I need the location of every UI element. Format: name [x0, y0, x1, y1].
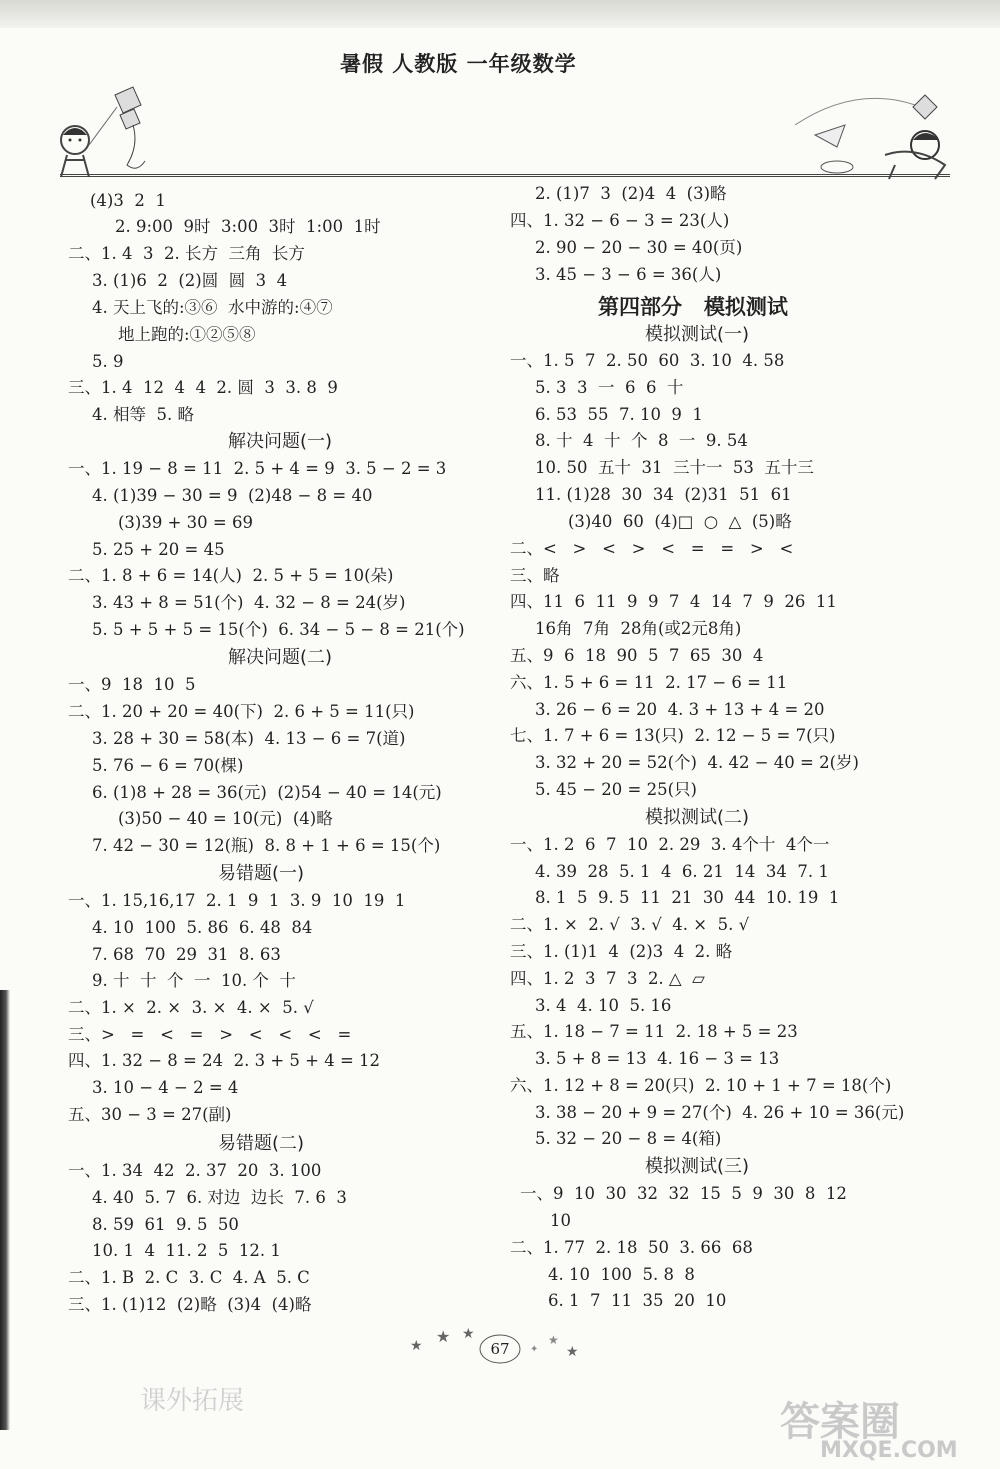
binding-edge: [0, 990, 10, 1430]
answer-line: 三、1. (1)1 4 (2)3 4 2. 略: [510, 942, 733, 961]
section-heading: 模拟测试(一): [645, 324, 750, 345]
answer-line: 8. 1 5 9. 5 11 21 30 44 10. 19 1: [535, 888, 840, 907]
answer-line: 一、1. 5 7 2. 50 60 3. 10 4. 58: [510, 351, 785, 370]
answer-line: 三、> = < = > < < < =: [68, 1025, 352, 1044]
answer-line: 4. 天上飞的:③⑥ 水中游的:④⑦: [92, 298, 333, 317]
answer-line: 5. 45 − 20 = 25(只): [535, 780, 697, 799]
answer-line: 三、略: [510, 566, 560, 585]
answer-line: 4. 40 5. 7 6. 对边 边长 7. 6 3: [92, 1188, 347, 1207]
answer-line: 3. 28 + 30 = 58(本) 4. 13 − 6 = 7(道): [92, 729, 406, 748]
page-number: 67: [490, 1340, 510, 1358]
answer-line: 二、1. 4 3 2. 长方 三角 长方: [68, 244, 305, 263]
answer-line: 二、1. B 2. C 3. C 4. A 5. C: [68, 1268, 310, 1287]
answer-line: 4. 10 100 5. 8 8: [548, 1265, 695, 1284]
answer-line: 3. 45 − 3 − 6 = 36(人): [535, 265, 722, 284]
svg-text:★: ★: [548, 1333, 559, 1347]
svg-text:✦: ✦: [530, 1344, 539, 1355]
answer-line: 3. 32 + 20 = 52(个) 4. 42 − 40 = 2(岁): [535, 753, 859, 772]
answer-line: 3. (1)6 2 (2)圆 圆 3 4: [92, 271, 288, 290]
answer-line: 8. 十 4 十 个 8 一 9. 54: [535, 431, 748, 450]
answer-line: 5. 25 + 20 = 45: [92, 540, 225, 559]
section-heading: 模拟测试(三): [645, 1156, 750, 1177]
pinwheel-horse-illustration: [795, 85, 975, 180]
answer-line: 5. 5 + 5 + 5 = 15(个) 6. 34 − 5 − 8 = 21(个): [92, 620, 465, 639]
answer-line: 七、1. 7 + 6 = 13(只) 2. 12 − 5 = 7(只): [510, 726, 836, 745]
answer-line: 9. 十 十 个 一 10. 个 十: [92, 971, 296, 990]
answer-line: 二、1. × 2. √ 3. √ 4. × 5. √: [510, 915, 750, 934]
answer-line: 5. 76 − 6 = 70(棵): [92, 756, 244, 775]
svg-text:★: ★: [462, 1326, 475, 1342]
svg-text:★: ★: [566, 1344, 579, 1360]
answer-line: 2. (1)7 3 (2)4 4 (3)略: [535, 184, 727, 203]
answer-line: 16角 7角 28角(或2元8角): [535, 619, 742, 638]
svg-text:★: ★: [410, 1338, 423, 1354]
header-rule: [60, 174, 950, 180]
answer-line: 二、1. 20 + 20 = 40(下) 2. 6 + 5 = 11(只): [68, 702, 415, 721]
answer-line: 3. 10 − 4 − 2 = 4: [92, 1078, 239, 1097]
answer-line: 10. 1 4 11. 2 5 12. 1: [92, 1241, 281, 1260]
answer-line: 3. 5 + 8 = 13 4. 16 − 3 = 13: [535, 1049, 780, 1068]
answer-line: 2. 90 − 20 − 30 = 40(页): [535, 238, 743, 257]
answer-line: 10: [550, 1211, 571, 1230]
answer-line: 6. 1 7 11 35 20 10: [548, 1291, 727, 1310]
answer-line: 四、1. 32 − 6 − 3 = 23(人): [510, 211, 730, 230]
answer-line: 一、1. 34 42 2. 37 20 3. 100: [68, 1161, 322, 1180]
answer-line: 4. (1)39 − 30 = 9 (2)48 − 8 = 40: [92, 486, 373, 505]
answer-line: 六、1. 5 + 6 = 11 2. 17 − 6 = 11: [510, 673, 788, 692]
kids-kite-illustration: [45, 85, 185, 180]
part-heading: 第四部分 模拟测试: [598, 295, 788, 319]
answer-line: 二、1. 8 + 6 = 14(人) 2. 5 + 5 = 10(朵): [68, 566, 394, 585]
header-title: 暑假 人教版 一年级数学: [340, 52, 577, 76]
answer-line: 一、1. 19 − 8 = 11 2. 5 + 4 = 9 3. 5 − 2 = 3: [68, 459, 447, 478]
answer-line: 6. (1)8 + 28 = 36(元) (2)54 − 40 = 14(元): [92, 783, 442, 802]
answer-line: 二、1. 77 2. 18 50 3. 66 68: [510, 1238, 753, 1257]
answer-line: 3. 26 − 6 = 20 4. 3 + 13 + 4 = 20: [535, 700, 825, 719]
answer-line: 3. 38 − 20 + 9 = 27(个) 4. 26 + 10 = 36(元): [535, 1103, 905, 1122]
answer-line: 3. 43 + 8 = 51(个) 4. 32 − 8 = 24(岁): [92, 593, 406, 612]
answer-line: (3)39 + 30 = 69: [118, 513, 253, 532]
answer-line: 三、1. (1)12 (2)略 (3)4 (4)略: [68, 1295, 312, 1314]
answer-line: 六、1. 12 + 8 = 20(只) 2. 10 + 1 + 7 = 18(个): [510, 1076, 892, 1095]
answer-line: 7. 42 − 30 = 12(瓶) 8. 8 + 1 + 6 = 15(个): [92, 836, 441, 855]
answer-line: (3)40 60 (4)□ ○ △ (5)略: [568, 512, 792, 531]
watermark-logo: 答案圈: [780, 1399, 900, 1445]
answer-line: 一、1. 15,16,17 2. 1 9 1 3. 9 10 19 1: [68, 891, 406, 910]
answer-line: 7. 68 70 29 31 8. 63: [92, 945, 281, 964]
answer-line: 四、1. 2 3 7 3 2. △ ▱: [510, 969, 705, 988]
section-heading: 易错题(一): [218, 863, 305, 884]
answer-line: 二、< > < > < = = > <: [510, 539, 794, 558]
answer-line: 2. 9:00 9时 3:00 3时 1:00 1时: [115, 217, 381, 236]
answer-line: 一、1. 2 6 7 10 2. 29 3. 4个十 4个一: [510, 835, 830, 854]
answer-line: 6. 53 55 7. 10 9 1: [535, 405, 703, 424]
watermark-url: MXQE.COM: [820, 1438, 958, 1463]
answer-line: 五、9 6 18 90 5 7 65 30 4: [510, 646, 764, 665]
answer-line: 4. 10 100 5. 86 6. 48 84: [92, 918, 313, 937]
faint-stamp-text: 课外拓展: [140, 1386, 245, 1416]
answer-line: 5. 9: [92, 352, 124, 371]
answer-line: 四、11 6 11 9 9 7 4 14 7 9 26 11: [510, 592, 837, 611]
answer-line: 五、30 − 3 = 27(副): [68, 1105, 232, 1124]
section-heading: 解决问题(一): [228, 431, 333, 452]
answer-line: 5. 3 3 一 6 6 十: [535, 378, 684, 397]
section-heading: 易错题(二): [218, 1133, 305, 1154]
answer-line: 5. 32 − 20 − 8 = 4(箱): [535, 1129, 722, 1148]
svg-text:★: ★: [436, 1327, 451, 1346]
answer-line: 4. 39 28 5. 1 4 6. 21 14 34 7. 1: [535, 862, 829, 881]
section-heading: 解决问题(二): [228, 647, 333, 668]
answer-line: 地上跑的:①②⑤⑧: [118, 325, 256, 344]
answer-line: 四、1. 32 − 8 = 24 2. 3 + 5 + 4 = 12: [68, 1051, 381, 1070]
answer-line: 11. (1)28 30 34 (2)31 51 61: [535, 485, 792, 504]
answer-line: 五、1. 18 − 7 = 11 2. 18 + 5 = 23: [510, 1022, 798, 1041]
answer-line: (3)50 − 40 = 10(元) (4)略: [118, 809, 333, 828]
answer-line: 10. 50 五十 31 三十一 53 五十三: [535, 458, 814, 477]
answer-line: 3. 4 4. 10 5. 16: [535, 996, 672, 1015]
answer-line: 4. 相等 5. 略: [92, 405, 194, 424]
answer-line: (4)3 2 1: [90, 191, 166, 210]
answer-line: 一、9 18 10 5: [68, 675, 196, 694]
answer-line: 8. 59 61 9. 5 50: [92, 1215, 239, 1234]
section-heading: 模拟测试(二): [645, 807, 750, 828]
top-border: [0, 0, 1000, 28]
answer-line: 二、1. × 2. × 3. × 4. × 5. √: [68, 998, 314, 1017]
answer-line: 一、9 10 30 32 32 15 5 9 30 8 12: [520, 1184, 847, 1203]
answer-line: 三、1. 4 12 4 4 2. 圆 3 3. 8 9: [68, 378, 338, 397]
